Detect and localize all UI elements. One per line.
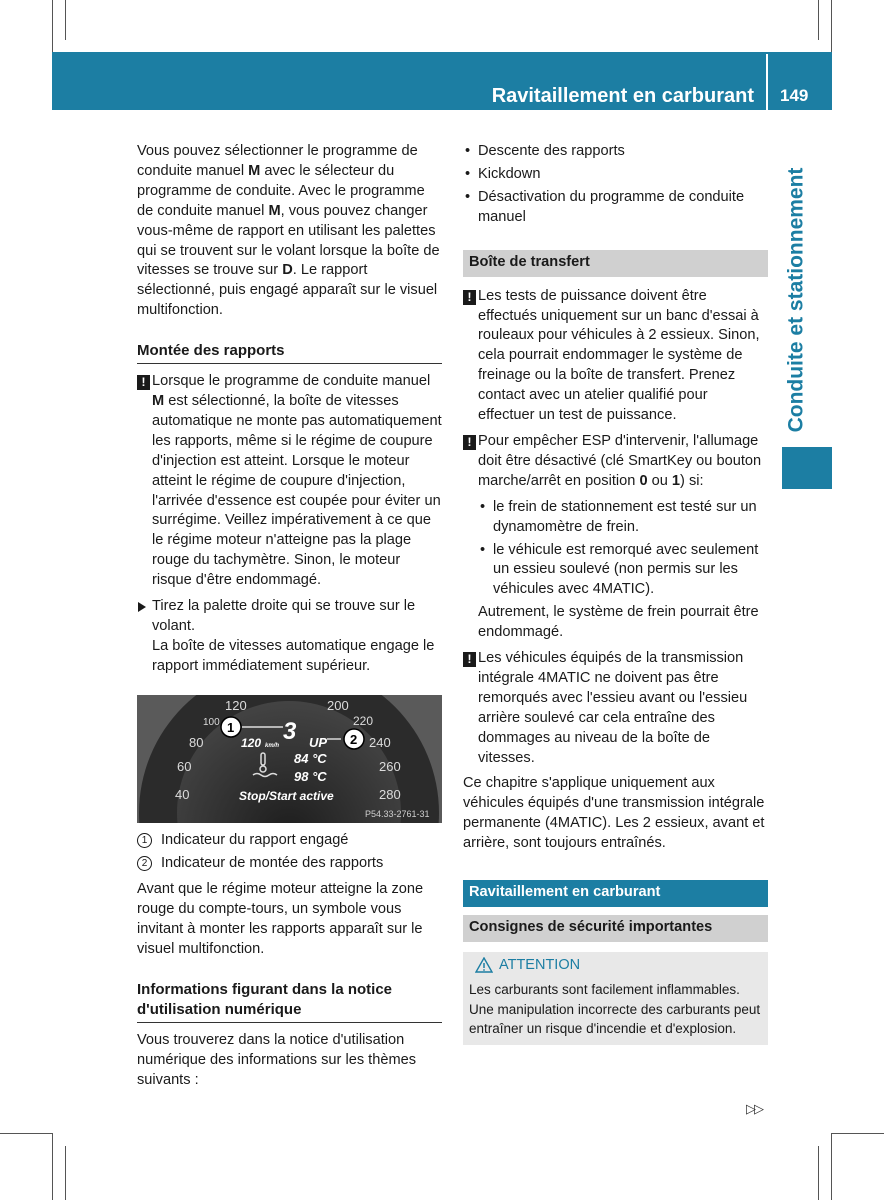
warning-icon: ! xyxy=(463,290,476,305)
tick-label: 260 xyxy=(379,758,401,774)
caption-1: 1 Indicateur du rapport engagé xyxy=(137,831,442,851)
tick-label: 100 xyxy=(203,716,220,728)
tick-label: 40 xyxy=(175,786,190,802)
attention-box xyxy=(463,952,768,1045)
crop-mark xyxy=(831,1133,884,1134)
temperature-1: 84 °C xyxy=(294,750,327,766)
section-heading-refueling: Ravitaillement en carburant xyxy=(463,880,768,907)
tick-label: 280 xyxy=(379,786,401,802)
crop-mark xyxy=(818,1146,819,1200)
info-paragraph: Vous trouverez dans la notice d'utilisation numérique des informations sur les thèmes suivants : xyxy=(137,1031,417,1088)
attention-header: ATTENTION xyxy=(469,956,762,976)
warning-icon: ! xyxy=(463,652,476,667)
chapter-tab-label: Conduite et stationnement xyxy=(784,167,807,433)
warning-triangle-icon xyxy=(475,957,493,973)
intro-paragraph: Vous pouvez sélectionner le programme de conduite manuel M avec le sélecteur du programme de conduite. Avec le programme de conduite manuel M, vous pouvez changer vous-même de rapport en utilisant les palettes qui se trouvent sur le volant lorsque la boîte de vitesses se trouve sur D. Le rapport sélectionné, puis engagé apparaît sur le visuel multifonction. xyxy=(137,143,440,319)
tick-label: 60 xyxy=(177,758,192,774)
warning-note: ! Lorsque le programme de conduite manuel M est sélectionné, la boîte de vitesses automatique ne monte pas automatiquement les rapports, même si le régime de coupure d'injection est atteint. Lorsque le moteur atteint le régime de coupure d'injection, l'arrivée d'essence est coupée pour éviter un surrégime. Veillez impérativement à ce que le régime moteur n'atteigne pas la plage rouge du tachymètre. Sinon, le moteur risque d'être endommagé. xyxy=(137,372,442,591)
action-arrow-icon xyxy=(138,602,146,612)
svg-text:1: 1 xyxy=(227,719,235,735)
svg-text:2: 2 xyxy=(350,731,358,747)
warning-note: ! Les véhicules équipés de la transmission intégrale 4MATIC ne doivent pas être remorqués avec l'essieu avant ou l'essieu arrière soulevé car cela entraîne des dommages au niveau de la boîte de vitesses. xyxy=(463,649,768,768)
crop-mark xyxy=(0,1133,52,1134)
chapter-tab xyxy=(778,160,814,440)
status-text: Stop/Start active xyxy=(239,788,334,803)
header-divider xyxy=(766,54,768,110)
list-item: • le frein de stationnement est testé sur un dynamomètre de frein. xyxy=(478,498,768,538)
list-item: • le véhicule est remorqué avec seulement un essieu soulevé (non permis sur les véhicules avec 4MATIC). xyxy=(478,541,768,601)
tick-label: 120 xyxy=(225,697,247,713)
callout-number: 1 xyxy=(137,833,152,848)
warning-note: ! Les tests de puissance doivent être effectués uniquement sur un banc d'essai à rouleaux pour véhicules à 2 essieux. Sinon, cela pourrait endommager le système de freinage ou la boîte de transfert. Prenez contact avec un atelier qualifié pour effectuer un test de puissance. xyxy=(463,287,768,426)
continue-icon: ▷▷ xyxy=(746,1101,762,1116)
heading-montee: Montée des rapports xyxy=(137,341,442,364)
page-number: 149 xyxy=(780,86,809,105)
callout-1 xyxy=(221,717,241,737)
crop-mark xyxy=(65,0,66,40)
callout-number: 2 xyxy=(137,856,152,871)
left-column xyxy=(137,142,442,1091)
list-item: • Descente des rapports xyxy=(463,142,768,162)
section-heading-safety: Consignes de sécurité importantes xyxy=(463,915,768,942)
figure-code: P54.33-2761-31 xyxy=(365,808,430,819)
crop-mark xyxy=(831,1133,832,1200)
crop-mark xyxy=(818,0,819,40)
speed-value: 120 xyxy=(241,735,262,750)
warning-icon: ! xyxy=(137,375,150,390)
right-column xyxy=(463,142,768,1045)
caption-2: 2 Indicateur de montée des rapports xyxy=(137,854,442,874)
speed-unit: km/h xyxy=(265,742,280,749)
chapter-marker xyxy=(782,447,832,489)
callout-2 xyxy=(344,729,364,749)
tick-label: 80 xyxy=(189,734,204,750)
instrument-cluster-figure xyxy=(137,695,442,823)
instrument-cluster-illustration xyxy=(137,695,442,823)
section-heading-transfer-box: Boîte de transfert xyxy=(463,250,768,277)
gear-indicator: 3 xyxy=(283,717,297,745)
action-step: Tirez la palette droite qui se trouve sur le volant. La boîte de vitesses automatique engage le rapport immédiatement supérieur. xyxy=(137,597,442,677)
warning-icon: ! xyxy=(463,435,476,450)
chapter-note: Ce chapitre s'applique uniquement aux véhicules équipés d'une transmission intégrale permanente (4MATIC). Les 2 essieux, avant et arrière, sont toujours entraînés. xyxy=(463,775,765,852)
tick-label: 200 xyxy=(327,697,349,713)
crop-mark xyxy=(52,1133,53,1200)
list-item: • Kickdown xyxy=(463,165,768,185)
attention-text: Les carburants sont facilement inflammables. Une manipulation incorrecte des carburants peut entraîner un risque d'incendie et d'explosion. xyxy=(469,981,761,1037)
heading-information: Informations figurant dans la notice d'utilisation numérique xyxy=(137,980,442,1023)
page-title: Ravitaillement en carburant xyxy=(491,85,754,107)
crop-mark xyxy=(52,0,53,52)
upshift-indicator: UP xyxy=(309,734,328,750)
tick-label: 220 xyxy=(353,713,374,728)
warning-note: ! Pour empêcher ESP d'intervenir, l'allumage doit être désactivé (clé SmartKey ou bouton marche/arrêt en position 0 ou 1) si: • le frein de stationnement est testé sur un dynamomètre de frein. • le véhicule est remorqué avec seulement un essieu soulevé (non permis sur les véhicules avec 4MATIC). Autrement, le système de frein pourrait être endommagé. xyxy=(463,432,768,643)
list-item: • Désactivation du programme de conduite manuel xyxy=(463,188,768,228)
crop-mark xyxy=(65,1146,66,1200)
tick-label: 240 xyxy=(369,734,391,750)
after-figure-paragraph: Avant que le régime moteur atteigne la zone rouge du compte-tours, un symbole vous invitant à monter les rapports apparaît sur le visuel multifonction. xyxy=(137,881,424,958)
crop-mark xyxy=(831,0,832,52)
temperature-2: 98 °C xyxy=(294,768,327,784)
